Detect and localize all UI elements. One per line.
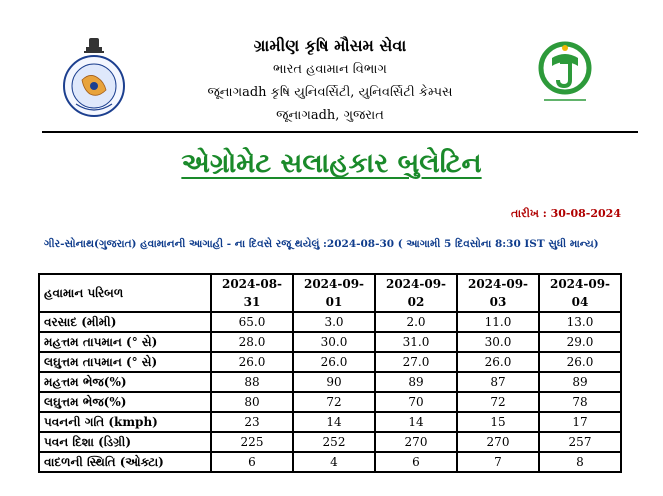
cell-value: 14 <box>375 412 457 432</box>
cell-value: 270 <box>375 432 457 452</box>
university-logo <box>538 40 592 106</box>
cell-value: 26.0 <box>539 352 621 372</box>
weather-forecast-table <box>38 273 622 473</box>
header-divider <box>42 131 638 133</box>
row-label: પવન દિશા (ડિગ્રી) <box>39 432 211 452</box>
cell-value: 70 <box>375 392 457 412</box>
date-column-header: 2024-09-03 <box>457 274 539 312</box>
cell-value: 270 <box>457 432 539 452</box>
imd-emblem-logo <box>62 36 126 120</box>
cell-value: 72 <box>293 392 375 412</box>
table-row <box>39 392 621 412</box>
forecast-description: ગીર-સોનાથ(ગુજરાત) હવામાનની આગાહી - ના દિવસે રજૂ થયેલું :2024-08-30 ( આગામી 5 દિવસોના 8:30 IST સુધી માન્ય) <box>44 238 599 250</box>
row-label: પવનની ગતિ (kmph) <box>39 412 211 432</box>
cell-value: 4 <box>293 452 375 472</box>
cell-value: 257 <box>539 432 621 452</box>
cell-value: 30.0 <box>457 332 539 352</box>
cell-value: 11.0 <box>457 312 539 332</box>
date-column-header: 2024-08-31 <box>211 274 293 312</box>
cell-value: 65.0 <box>211 312 293 332</box>
bulletin-header <box>0 0 663 132</box>
header-university: જૂનાગadh કૃષિ યુનિવર્સિટી, યુનિવર્સિટી કેમ્પસ <box>207 85 453 100</box>
table-row <box>39 332 621 352</box>
cell-value: 17 <box>539 412 621 432</box>
row-label: વાદળની સ્થિતિ (ઓક્ટા) <box>39 452 211 472</box>
cell-value: 88 <box>211 372 293 392</box>
table-row <box>39 432 621 452</box>
cell-value: 14 <box>293 412 375 432</box>
param-column-header: હવામાન પરિબળ <box>39 274 211 312</box>
cell-value: 72 <box>457 392 539 412</box>
row-label: લઘુત્તમ તાપમાન (° સે) <box>39 352 211 372</box>
date-column-header: 2024-09-01 <box>293 274 375 312</box>
cell-value: 29.0 <box>539 332 621 352</box>
cell-value: 87 <box>457 372 539 392</box>
table-header-row <box>39 274 621 312</box>
cell-value: 80 <box>211 392 293 412</box>
header-department: ભારત હવામાન વિભાગ <box>273 62 387 77</box>
cell-value: 30.0 <box>293 332 375 352</box>
cell-value: 31.0 <box>375 332 457 352</box>
cell-value: 27.0 <box>375 352 457 372</box>
cell-value: 23 <box>211 412 293 432</box>
cell-value: 3.0 <box>293 312 375 332</box>
table-row <box>39 452 621 472</box>
table-row <box>39 412 621 432</box>
cell-value: 225 <box>211 432 293 452</box>
cell-value: 13.0 <box>539 312 621 332</box>
row-label: વરસાદ (મીમી) <box>39 312 211 332</box>
cell-value: 26.0 <box>211 352 293 372</box>
bulletin-date: તારીખ : 30-08-2024 <box>511 207 621 220</box>
date-column-header: 2024-09-04 <box>539 274 621 312</box>
cell-value: 252 <box>293 432 375 452</box>
cell-value: 6 <box>211 452 293 472</box>
cell-value: 89 <box>375 372 457 392</box>
cell-value: 78 <box>539 392 621 412</box>
table-row <box>39 312 621 332</box>
cell-value: 8 <box>539 452 621 472</box>
cell-value: 90 <box>293 372 375 392</box>
row-label: લઘુત્તમ ભેજ(%) <box>39 392 211 412</box>
header-location: જૂનાગadh, ગુજરાત <box>276 108 384 123</box>
cell-value: 28.0 <box>211 332 293 352</box>
cell-value: 2.0 <box>375 312 457 332</box>
row-label: મહત્તમ તાપમાન (° સે) <box>39 332 211 352</box>
table-row <box>39 352 621 372</box>
cell-value: 15 <box>457 412 539 432</box>
header-service-name: ગ્રામીણ કૃષિ મૌસમ સેવા <box>253 36 407 55</box>
cell-value: 6 <box>375 452 457 472</box>
date-column-header: 2024-09-02 <box>375 274 457 312</box>
bulletin-title: એગ્રોમેટ સલાહકાર બુલેટિન <box>181 148 482 179</box>
table-row <box>39 372 621 392</box>
cell-value: 26.0 <box>293 352 375 372</box>
cell-value: 26.0 <box>457 352 539 372</box>
cell-value: 7 <box>457 452 539 472</box>
row-label: મહત્તમ ભેજ(%) <box>39 372 211 392</box>
cell-value: 89 <box>539 372 621 392</box>
